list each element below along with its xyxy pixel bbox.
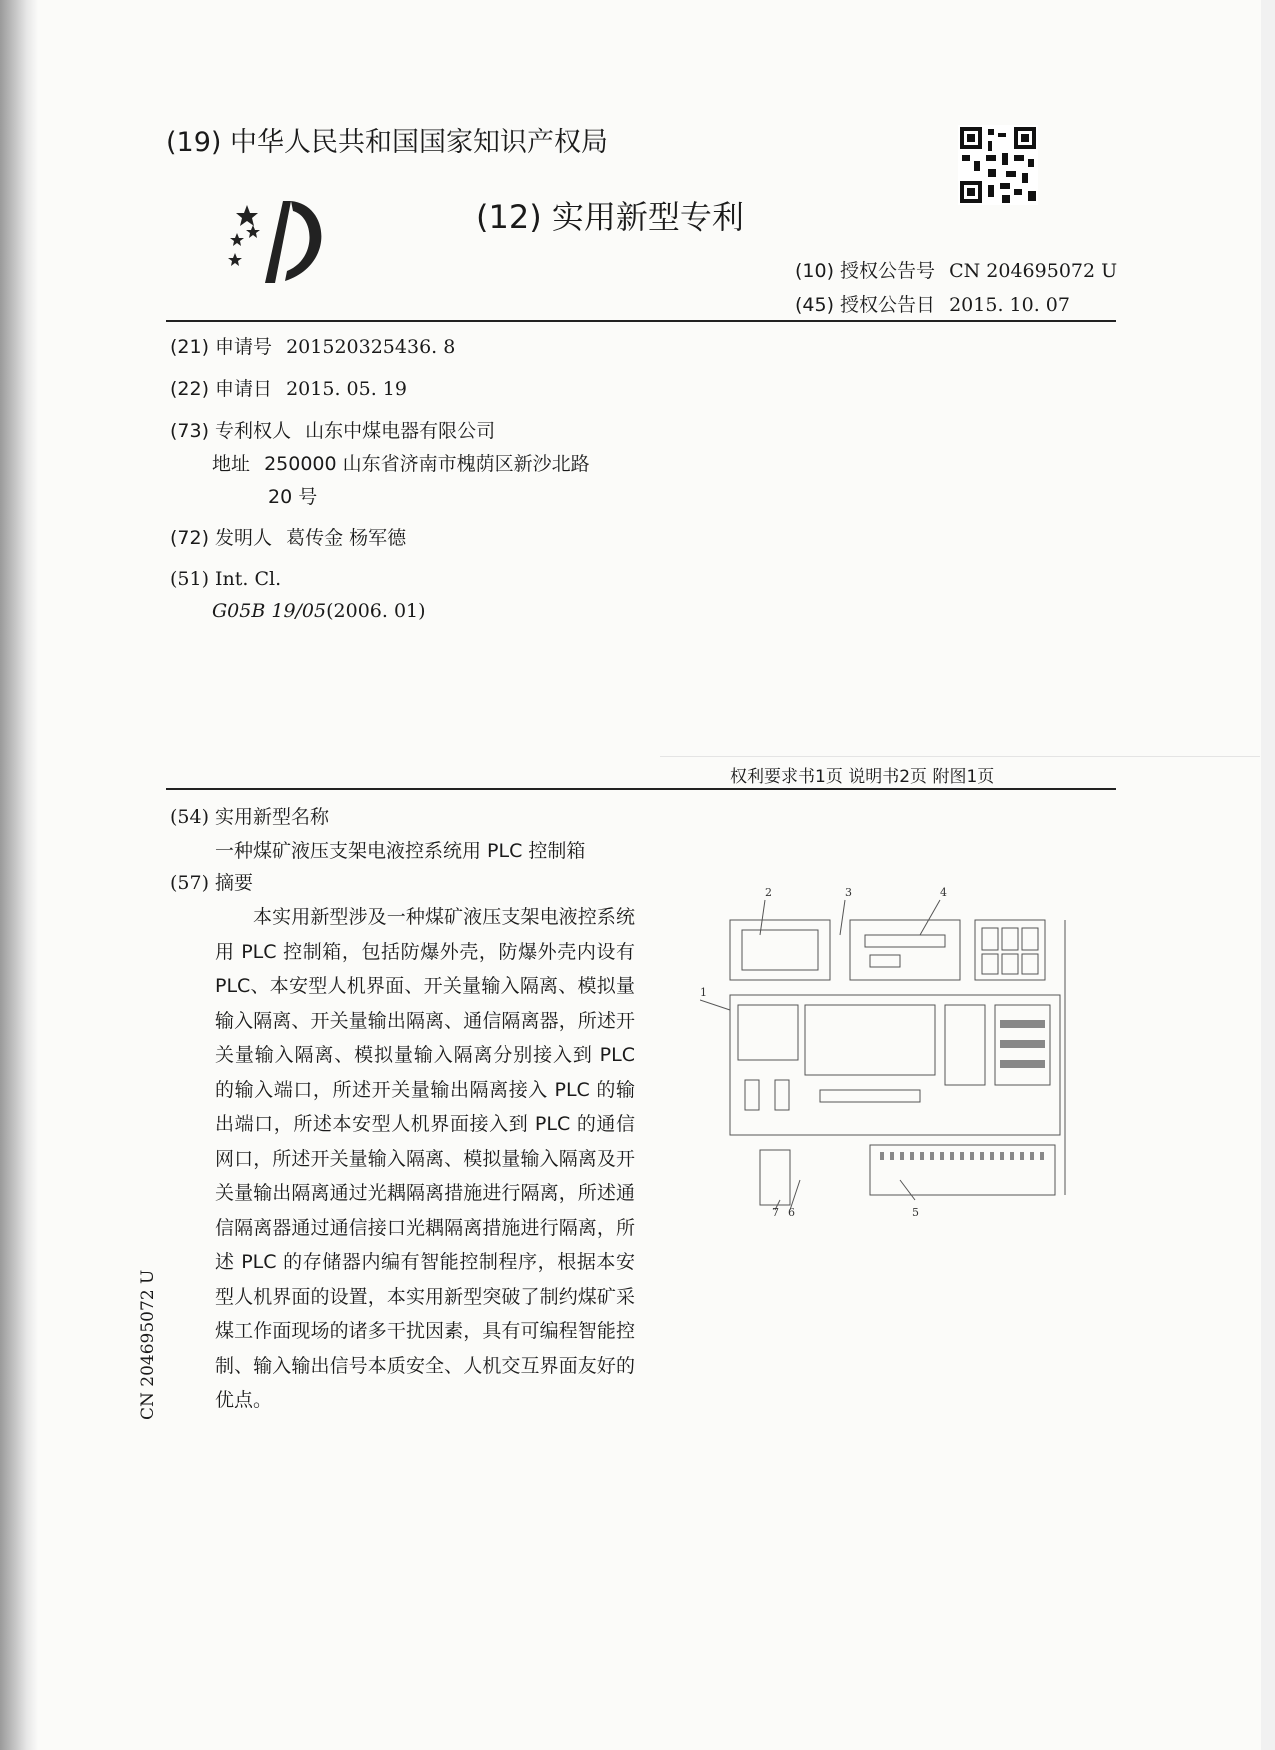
- patentee: 山东中煤电器有限公司: [305, 420, 496, 442]
- app-no-row: [170, 332, 455, 359]
- address-line1: 250000 山东省济南市槐荫区新沙北路: [264, 453, 590, 475]
- figure-label-7: 7: [772, 1206, 779, 1219]
- utility-title: 一种煤矿液压支架电液控系统用 PLC 控制箱: [215, 840, 586, 862]
- ipc-version: (2006. 01): [326, 600, 426, 622]
- scan-shadow: [0, 0, 38, 1750]
- pub-number-row: [795, 256, 1117, 283]
- patent-type: (12) 实用新型专利: [476, 198, 744, 236]
- pub-number: CN 204695072 U: [949, 260, 1118, 282]
- pub-date-label: (45) 授权公告日: [795, 294, 936, 316]
- page-edge: [1261, 0, 1275, 1750]
- app-date-label: (22) 申请日: [170, 378, 273, 400]
- abstract-figure: [700, 880, 1070, 1220]
- title-label: (54) 实用新型名称: [170, 806, 330, 828]
- inventors-row: [170, 523, 406, 550]
- ipc-code: G05B 19/05: [212, 600, 327, 622]
- figure-label-2: 2: [765, 886, 772, 899]
- pub-date-row: [795, 290, 1070, 317]
- qr-code: [958, 125, 1038, 205]
- abstract-text: 本实用新型涉及一种煤矿液压支架电液控系统用 PLC 控制箱，包括防爆外壳，防爆外壳内设有 PLC、本安型人机界面、开关量输入隔离、模拟量输入隔离、开关量输出隔离、通信隔离器，所述开关量输入隔离、模拟量输入隔离分别接入到 PLC 的输入端口，所述开关量输出隔离接入 PLC 的输出端口，所述本安型人机界面接入到 PLC 的通信网口，所述开关量输入隔离、模拟量输入隔离及开关量输出隔离通过光耦隔离措施进行隔离，所述通信隔离器通过通信接口光耦隔离措施进行隔离，所述 PLC 的存储器内编有智能控制程序，根据本安型人机界面的设置，本实用新型突破了制约煤矿采煤工作面现场的诸多干扰因素，具有可编程智能控制、输入输出信号本质安全、人机交互界面友好的优点。: [215, 906, 635, 1411]
- middle-rule: [166, 788, 1116, 790]
- pub-date: 2015. 10. 07: [949, 294, 1070, 316]
- inventors-label: (72) 发明人: [170, 527, 273, 549]
- abstract-label: (57) 摘要: [170, 872, 254, 894]
- app-no-label: (21) 申请号: [170, 336, 273, 358]
- address-row: [212, 449, 590, 476]
- reverse-show-through: [160, 720, 1080, 757]
- address-label: 地址: [212, 453, 251, 475]
- page-counts: 权利要求书1页 说明书2页 附图1页: [730, 767, 995, 787]
- cnipa-logo: [225, 195, 340, 290]
- header-rule: [166, 320, 1116, 322]
- app-date-row: [170, 374, 407, 401]
- figure-label-6: 6: [788, 1206, 795, 1219]
- patentee-row: [170, 416, 495, 443]
- side-publication-number: CN 204695072 U: [138, 1269, 158, 1420]
- pub-number-label: (10) 授权公告号: [795, 260, 936, 282]
- figure-label-5: 5: [912, 1206, 919, 1219]
- office-name: (19) 中华人民共和国国家知识产权局: [166, 127, 609, 158]
- figure-label-1: 1: [700, 986, 707, 999]
- figure-label-4: 4: [940, 886, 947, 899]
- figure-label-3: 3: [845, 886, 852, 899]
- app-no: 201520325436. 8: [286, 336, 456, 358]
- inventors: 葛传金 杨军德: [286, 527, 407, 549]
- patentee-label: (73) 专利权人: [170, 420, 292, 442]
- ipc-row: [212, 600, 426, 622]
- app-date: 2015. 05. 19: [286, 378, 407, 400]
- ipc-label: (51) Int. Cl.: [170, 568, 282, 590]
- address-line2: 20 号: [268, 486, 318, 508]
